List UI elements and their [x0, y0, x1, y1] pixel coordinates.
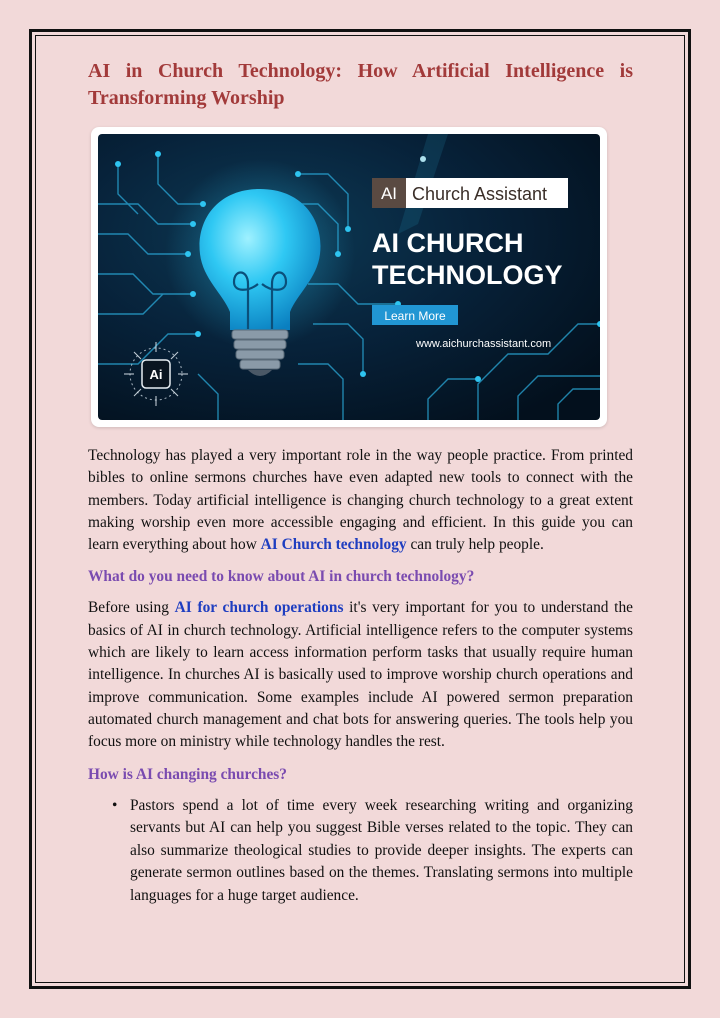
list-item [88, 795, 633, 908]
learn-more-button[interactable] [372, 305, 458, 325]
page-title: AI in Church Technology: How Artificial Intelligence is Transforming Worship [88, 60, 633, 109]
list-item-text: Pastors spend a lot of time every week researching writing and organizing servants but AI can help you suggest Bible verses related to the topic. They can also summarize theological studies to provide deeper insights. The experts can generate sermon outlines based on the themes. Translating sermons into multiple languages for a huge target audience. [130, 796, 633, 904]
brand-ai-text: AI [380, 184, 398, 203]
brand-name-text: Church Assistant [412, 184, 548, 204]
hero-url[interactable]: www.aichurchassistant.com [416, 338, 552, 350]
section1-text-before: Before using [88, 599, 175, 617]
intro-paragraph [88, 445, 633, 556]
learn-more-label: Learn More [384, 309, 446, 323]
section-heading-ai-basics: What do you need to know about AI in church technology? [88, 568, 475, 586]
document-body [88, 58, 633, 907]
intro-text-after: can truly help people. [406, 536, 544, 554]
ai-chip-label: Ai [149, 367, 163, 382]
hero-banner [91, 127, 607, 427]
ai-church-operations-link[interactable]: AI for church operations [174, 599, 344, 617]
hero-headline-line1: AI CHURCH [372, 228, 524, 258]
section-heading-ai-changing: How is AI changing churches? [88, 765, 287, 783]
hero-illustration [98, 134, 600, 420]
hero-headline-line2: TECHNOLOGY [372, 260, 563, 290]
ai-church-technology-link[interactable]: AI Church technology [260, 536, 407, 554]
section1-paragraph [88, 597, 633, 753]
intro-text-before: Technology has played a very important role in the way people practice. From printed bibles to online sermons churches have even adapted new tools to connect with the members. Today artificial intelligence is changing church technology to a great extent making worship even more accessible engaging and efficient. In this guide you can learn everything about how [88, 447, 633, 554]
bullet-list [88, 795, 633, 908]
bullet-icon: • [112, 796, 118, 814]
section1-text-after: it's very important for you to understand the basics of AI in church technology. Artificial intelligence refers to the computer systems which are likely to learn access information perform tasks that usually require human intelligence. In churches AI is basically used to improve worship church operations and improve communication. Some examples include AI powered sermon preparation automated church management and chat bots for answering queries. The tools help you focus more on ministry while technology handles the rest. [88, 599, 633, 751]
